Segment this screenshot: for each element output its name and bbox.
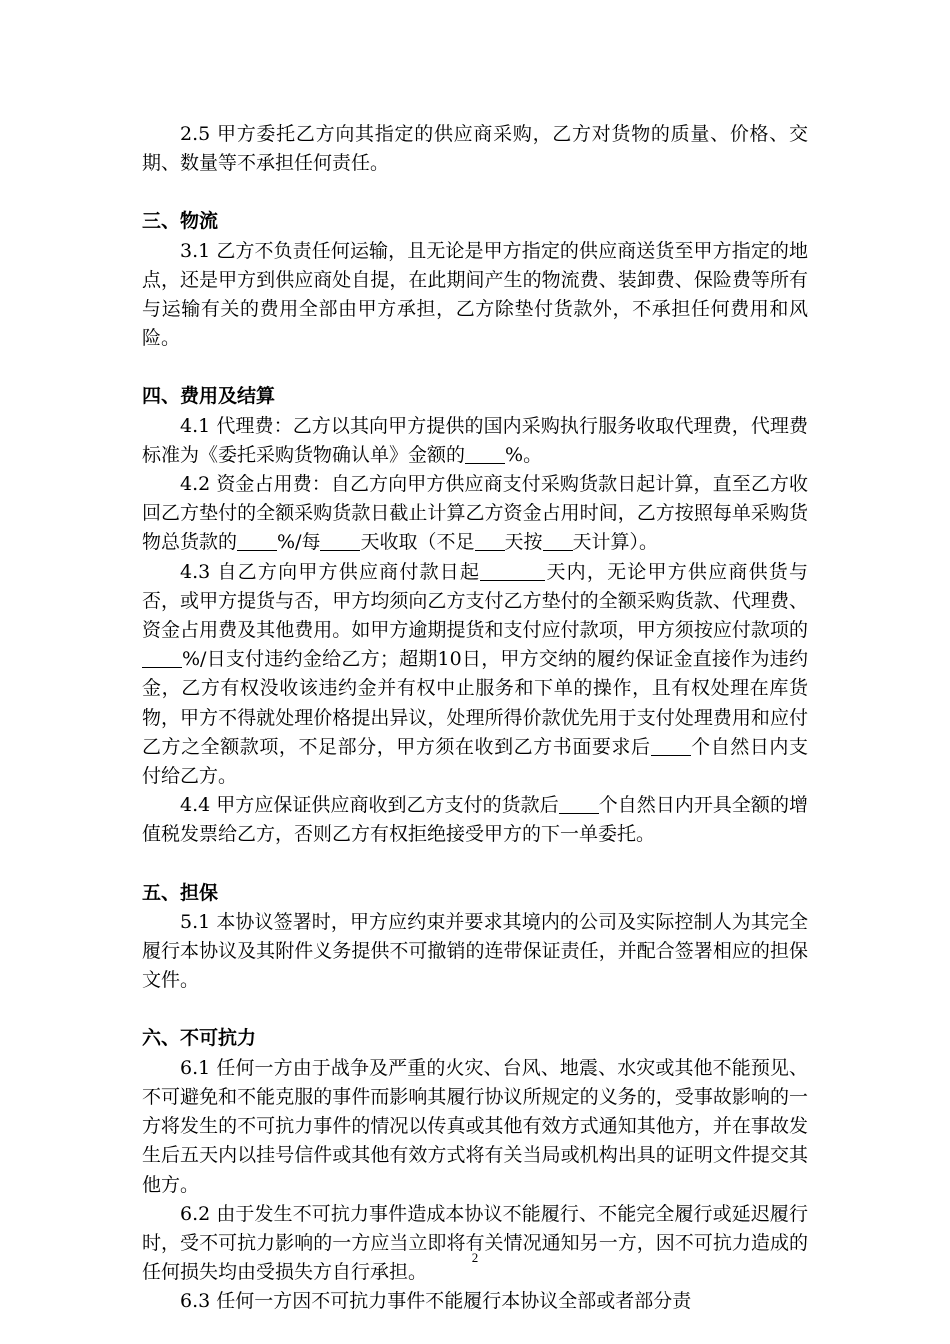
clause-text: 4.4 甲方应保证供应商收到乙方支付的货款后 bbox=[180, 794, 559, 817]
clause-4-1 bbox=[142, 412, 808, 470]
fill-blank bbox=[237, 531, 277, 552]
clause-4-3 bbox=[142, 558, 808, 792]
clause-text: %/日支付违约金给乙方；超期10日，甲方交纳的履约保证金直接作为违约金，乙方有权没收该违约金并有权中止服务和下单的操作，且有权处理在库货物，甲方不得就处理价格提出异议，处理所得价款优先用于支付处理费用和应付乙方之全额款项，不足部分，甲方须在收到乙方书面要求后 bbox=[142, 648, 808, 758]
fill-blank bbox=[320, 531, 360, 552]
clause-text: 个自然日内支付给乙方。 bbox=[142, 735, 808, 788]
section-gap bbox=[142, 353, 808, 382]
document-body bbox=[142, 120, 808, 1317]
clause-6-1: 6.1 任何一方由于战争及严重的火灾、台风、地震、水灾或其他不能预见、不可避免和不能克服的事件而影响其履行协议所规定的义务的，受事故影响的一方将发生的不可抗力事件的情况以传真或其他有效方式通知其他方，并在事故发生后五天内以挂号信件或其他有效方式将有关当局或机构出具的证明文件提交其他方。 bbox=[142, 1056, 808, 1196]
section-gap bbox=[142, 850, 808, 879]
fill-blank bbox=[142, 647, 182, 668]
clause-4-2 bbox=[142, 470, 808, 558]
fill-blank bbox=[480, 560, 545, 581]
clause-text: %。 bbox=[505, 443, 543, 466]
fill-blank bbox=[543, 531, 573, 552]
fill-blank bbox=[651, 735, 691, 756]
fill-blank bbox=[475, 531, 505, 552]
clause-text: 天计算）。 bbox=[572, 531, 659, 554]
clause-4-4 bbox=[142, 791, 808, 849]
section-heading-fees: 四、费用及结算 bbox=[142, 385, 276, 408]
clause-5-1: 5.1 本协议签署时，甲方应约束并要求其境内的公司及实际控制人为其完全履行本协议及其附件义务提供不可撤销的连带保证责任，并配合签署相应的担保文件。 bbox=[142, 910, 808, 992]
clause-text: 天内，无论甲方供应商供货与否，或甲方提货与否，甲方均须向乙方支付乙方垫付的全额采购货款、代理费、资金占用费及其他费用。如甲方逾期提货和支付应付款项，甲方须按应付款项的 bbox=[142, 560, 808, 642]
section-heading-force-majeure: 六、不可抗力 bbox=[142, 1027, 257, 1050]
clause-text: 天收取（不足 bbox=[360, 531, 475, 554]
section-gap bbox=[142, 995, 808, 1024]
clause-text: 天按 bbox=[504, 531, 543, 554]
clause-2-5: 2.5 甲方委托乙方向其指定的供应商采购，乙方对货物的质量、价格、交期、数量等不承担任何责任。 bbox=[142, 123, 808, 175]
clause-text: 个自然日内开具全额的增值税发票给乙方，否则乙方有权拒绝接受甲方的下一单委托。 bbox=[142, 794, 808, 846]
clause-text: %/每 bbox=[277, 531, 321, 554]
clause-text: 4.1 代理费：乙方以其向甲方提供的国内采购执行服务收取代理费，代理费标准为《委托采购货物确认单》金额的 bbox=[142, 414, 808, 466]
fill-blank bbox=[559, 793, 599, 814]
clause-text: 4.3 自乙方向甲方供应商付款日起 bbox=[180, 560, 481, 583]
clause-6-3: 6.3 任何一方因不可抗力事件不能履行本协议全部或者部分责 bbox=[180, 1290, 692, 1313]
page-number: 2 bbox=[471, 1250, 479, 1265]
clause-3-1: 3.1 乙方不负责任何运输，且无论是甲方指定的供应商送货至甲方指定的地点，还是甲方到供应商处自提，在此期间产生的物流费、装卸费、保险费等所有与运输有关的费用全部由甲方承担，乙方除垫付货款外，不承担任何费用和风险。 bbox=[142, 239, 808, 350]
section-heading-logistics: 三、物流 bbox=[142, 210, 219, 233]
section-gap bbox=[142, 178, 808, 207]
fill-blank bbox=[465, 443, 505, 464]
section-heading-guarantee: 五、担保 bbox=[142, 881, 219, 904]
clause-6-2: 6.2 由于发生不可抗力事件造成本协议不能履行、不能完全履行或延迟履行时，受不可抗力影响的一方应当立即将有关情况通知另一方，因不可抗力造成的任何损失均由受损失方自行承担。 bbox=[142, 1202, 808, 1284]
clause-text: 4.2 资金占用费：自乙方向甲方供应商支付采购货款日起计算，直至乙方收回乙方垫付的全额采购货款日截止计算乙方资金占用时间，乙方按照每单采购货物总货款的 bbox=[142, 473, 808, 554]
